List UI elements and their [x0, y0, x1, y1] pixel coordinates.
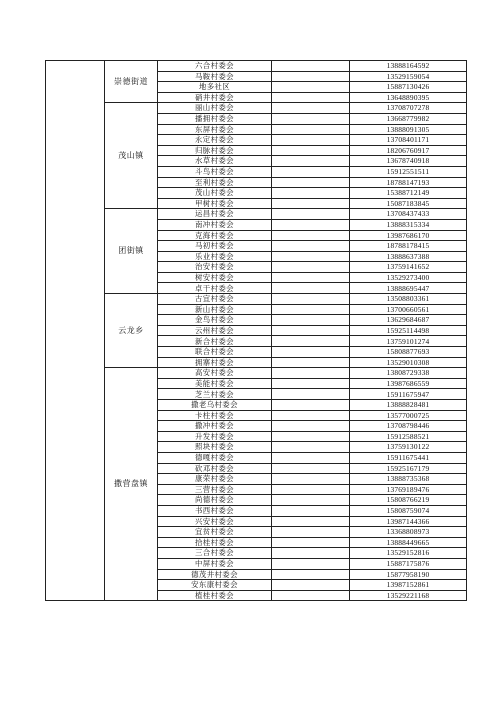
- empty-cell: [272, 294, 350, 305]
- empty-cell: [272, 527, 350, 538]
- phone-number-cell: 15911675441: [350, 452, 467, 463]
- phone-number-cell: 18206760917: [350, 145, 467, 156]
- empty-cell: [272, 145, 350, 156]
- phone-number-cell: 13759101274: [350, 336, 467, 347]
- empty-cell: [272, 103, 350, 114]
- empty-cell: [272, 410, 350, 421]
- empty-cell: [272, 389, 350, 400]
- table-row: [46, 61, 467, 72]
- empty-cell: [272, 336, 350, 347]
- village-committee-cell: 新合村委会: [158, 336, 272, 347]
- empty-cell: [272, 400, 350, 411]
- empty-cell: [272, 431, 350, 442]
- phone-number-cell: 18788147193: [350, 177, 467, 188]
- empty-cell: [272, 166, 350, 177]
- empty-cell: [272, 262, 350, 273]
- village-committee-cell: 宜贫村委会: [158, 527, 272, 538]
- town-name-cell: 团街镇: [105, 209, 158, 294]
- empty-cell: [272, 198, 350, 209]
- phone-number-cell: 13678740918: [350, 156, 467, 167]
- empty-cell: [272, 463, 350, 474]
- town-name-cell: 崇德街道: [105, 61, 158, 103]
- village-committee-cell: 运昌村委会: [158, 209, 272, 220]
- village-committee-cell: 撒冲村委会: [158, 421, 272, 432]
- phone-number-cell: 15887130426: [350, 82, 467, 93]
- empty-cell: [272, 177, 350, 188]
- phone-number-cell: 13529273400: [350, 272, 467, 283]
- village-committee-cell: 书西村委会: [158, 505, 272, 516]
- phone-number-cell: 13987144366: [350, 516, 467, 527]
- phone-number-cell: 13708401171: [350, 135, 467, 146]
- phone-number-cell: 13759141652: [350, 262, 467, 273]
- empty-cell: [272, 421, 350, 432]
- empty-cell: [272, 315, 350, 326]
- village-committee-cell: 卡柱村委会: [158, 410, 272, 421]
- phone-number-cell: 15087183845: [350, 198, 467, 209]
- village-committee-cell: 兴安村委会: [158, 516, 272, 527]
- phone-number-cell: 13888637388: [350, 251, 467, 262]
- phone-number-cell: 13888315334: [350, 219, 467, 230]
- village-committee-cell: 三合村委会: [158, 548, 272, 559]
- village-committee-cell: 永定村委会: [158, 135, 272, 146]
- empty-cell: [272, 230, 350, 241]
- village-committee-cell: 六合村委会: [158, 61, 272, 72]
- village-committee-cell: 联合村委会: [158, 347, 272, 358]
- phone-number-cell: 13529159054: [350, 71, 467, 82]
- phone-number-cell: 13888091305: [350, 124, 467, 135]
- village-committee-cell: 拾桂村委会: [158, 537, 272, 548]
- empty-cell: [272, 505, 350, 516]
- phone-number-cell: 13529152816: [350, 548, 467, 559]
- town-name-cell: 撒营盘镇: [105, 368, 158, 601]
- village-committee-cell: 植桂村委会: [158, 590, 272, 601]
- village-committee-cell: 安东康村委会: [158, 580, 272, 591]
- empty-cell: [272, 495, 350, 506]
- phone-number-cell: 15388712149: [350, 188, 467, 199]
- empty-cell: [272, 92, 350, 103]
- phone-number-cell: 13508803361: [350, 294, 467, 305]
- empty-cell: [272, 484, 350, 495]
- directory-table-page: [45, 60, 461, 643]
- empty-cell: [272, 347, 350, 358]
- empty-cell: [272, 61, 350, 72]
- village-committee-cell: 德嘎村委会: [158, 452, 272, 463]
- table-row: [46, 368, 467, 379]
- village-committee-cell: 治安村委会: [158, 262, 272, 273]
- empty-cell: [272, 251, 350, 262]
- empty-cell: [272, 156, 350, 167]
- table-row: [46, 103, 467, 114]
- empty-cell: [272, 516, 350, 527]
- village-committee-cell: 水草村委会: [158, 156, 272, 167]
- phone-number-cell: 13648890395: [350, 92, 467, 103]
- village-committee-cell: 马初村委会: [158, 241, 272, 252]
- empty-cell: [272, 219, 350, 230]
- village-committee-cell: 三营村委会: [158, 484, 272, 495]
- phone-number-cell: 15877958190: [350, 569, 467, 580]
- village-committee-cell: 甲树村委会: [158, 198, 272, 209]
- empty-cell: [272, 209, 350, 220]
- phone-number-cell: 13808729338: [350, 368, 467, 379]
- empty-cell: [272, 82, 350, 93]
- empty-cell: [272, 580, 350, 591]
- empty-cell: [272, 272, 350, 283]
- phone-number-cell: 15808766219: [350, 495, 467, 506]
- empty-cell: [272, 113, 350, 124]
- empty-cell: [272, 548, 350, 559]
- phone-number-cell: 15912551511: [350, 166, 467, 177]
- table-body: [46, 61, 467, 601]
- empty-cell: [272, 241, 350, 252]
- phone-number-cell: 13708437433: [350, 209, 467, 220]
- empty-cell: [272, 188, 350, 199]
- village-committee-cell: 康荣村委会: [158, 474, 272, 485]
- village-committee-cell: 斗鸟村委会: [158, 166, 272, 177]
- empty-cell: [272, 357, 350, 368]
- village-committee-cell: 归脉村委会: [158, 145, 272, 156]
- phone-number-cell: 13987686559: [350, 378, 467, 389]
- phone-number-cell: 13769189476: [350, 484, 467, 495]
- village-committee-cell: 马鞍村委会: [158, 71, 272, 82]
- empty-cell: [272, 378, 350, 389]
- phone-number-cell: 15911675947: [350, 389, 467, 400]
- village-committee-cell: 云州村委会: [158, 325, 272, 336]
- empty-cell: [272, 474, 350, 485]
- phone-number-cell: 13577000725: [350, 410, 467, 421]
- village-committee-cell: 克海村委会: [158, 230, 272, 241]
- phone-number-cell: 13888449665: [350, 537, 467, 548]
- village-committee-cell: 撒老乌村委会: [158, 400, 272, 411]
- village-committee-cell: 美能村委会: [158, 378, 272, 389]
- phone-number-cell: 13668779982: [350, 113, 467, 124]
- village-committee-cell: 芝兰村委会: [158, 389, 272, 400]
- phone-number-cell: 13888735368: [350, 474, 467, 485]
- empty-cell: [272, 124, 350, 135]
- village-committee-cell: 卓干村委会: [158, 283, 272, 294]
- phone-number-cell: 15887175876: [350, 558, 467, 569]
- empty-cell: [272, 283, 350, 294]
- empty-cell: [272, 325, 350, 336]
- empty-cell: [272, 71, 350, 82]
- empty-cell: [272, 442, 350, 453]
- village-committee-cell: 升发村委会: [158, 431, 272, 442]
- phone-number-cell: 13700660561: [350, 304, 467, 315]
- village-committee-cell: 播拥村委会: [158, 113, 272, 124]
- village-committee-cell: 金鸟村委会: [158, 315, 272, 326]
- phone-number-cell: 13529221168: [350, 590, 467, 601]
- phone-number-cell: 15808759074: [350, 505, 467, 516]
- town-name-cell: 云龙乡: [105, 294, 158, 368]
- village-committee-cell: 拥寨村委会: [158, 357, 272, 368]
- empty-cell: [272, 452, 350, 463]
- village-committee-cell: 古宜村委会: [158, 294, 272, 305]
- phone-number-cell: 15912588521: [350, 431, 467, 442]
- village-committee-cell: 德茂井村委会: [158, 569, 272, 580]
- empty-cell: [272, 590, 350, 601]
- village-committee-cell: 硝井村委会: [158, 92, 272, 103]
- table-row: [46, 209, 467, 220]
- phone-number-cell: 15808877693: [350, 347, 467, 358]
- phone-number-cell: 15925167179: [350, 463, 467, 474]
- village-committee-phone-table: [45, 60, 467, 601]
- village-committee-cell: 东屏村委会: [158, 124, 272, 135]
- empty-cell: [272, 537, 350, 548]
- phone-number-cell: 13529010308: [350, 357, 467, 368]
- town-name-cell: 茂山镇: [105, 103, 158, 209]
- blank-left-column: [46, 61, 105, 601]
- empty-cell: [272, 569, 350, 580]
- phone-number-cell: 13368808973: [350, 527, 467, 538]
- empty-cell: [272, 368, 350, 379]
- village-committee-cell: 丽山村委会: [158, 103, 272, 114]
- table-row: [46, 294, 467, 305]
- village-committee-cell: 至利村委会: [158, 177, 272, 188]
- village-committee-cell: 中屏村委会: [158, 558, 272, 569]
- phone-number-cell: 18788178415: [350, 241, 467, 252]
- village-committee-cell: 高安村委会: [158, 368, 272, 379]
- phone-number-cell: 13759130122: [350, 442, 467, 453]
- empty-cell: [272, 558, 350, 569]
- village-committee-cell: 茂山村委会: [158, 188, 272, 199]
- village-committee-cell: 南冲村委会: [158, 219, 272, 230]
- phone-number-cell: 13888695447: [350, 283, 467, 294]
- phone-number-cell: 13888828481: [350, 400, 467, 411]
- village-committee-cell: 砍邓村委会: [158, 463, 272, 474]
- phone-number-cell: 13987686170: [350, 230, 467, 241]
- phone-number-cell: 15925114498: [350, 325, 467, 336]
- phone-number-cell: 13708798446: [350, 421, 467, 432]
- village-committee-cell: 乐业村委会: [158, 251, 272, 262]
- village-committee-cell: 地多社区: [158, 82, 272, 93]
- empty-cell: [272, 304, 350, 315]
- empty-cell: [272, 135, 350, 146]
- phone-number-cell: 13708707278: [350, 103, 467, 114]
- village-committee-cell: 尚德村委会: [158, 495, 272, 506]
- village-committee-cell: 新山村委会: [158, 304, 272, 315]
- phone-number-cell: 13629684687: [350, 315, 467, 326]
- phone-number-cell: 13987152861: [350, 580, 467, 591]
- village-committee-cell: 照块村委会: [158, 442, 272, 453]
- phone-number-cell: 13888164592: [350, 61, 467, 72]
- village-committee-cell: 树安村委会: [158, 272, 272, 283]
